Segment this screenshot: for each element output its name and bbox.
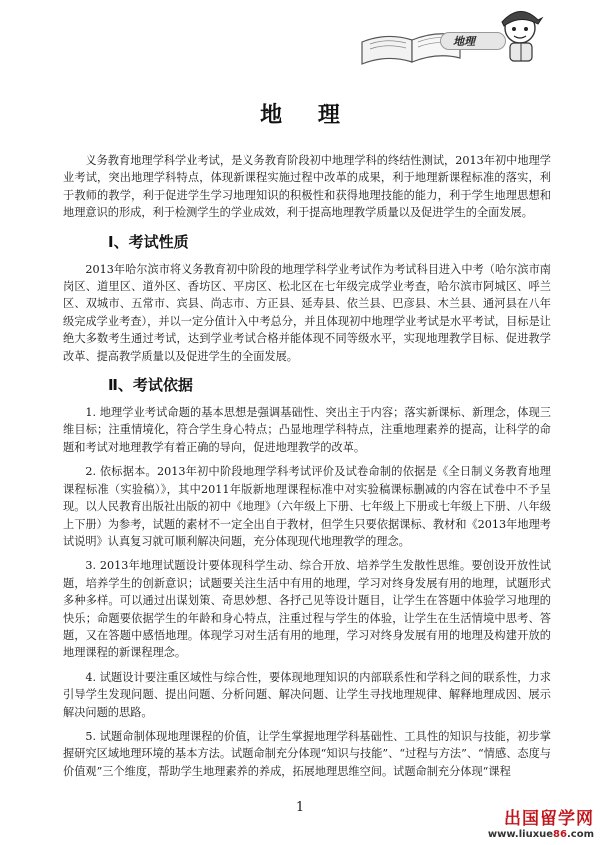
site-watermark: [488, 810, 594, 840]
section-paragraph: 3. 2013年地理试题设计要体现科学生动、综合开放、培养学生发散性思维。要创设开放性试题，培养学生的创新意识；试题要关注生活中有用的地理，学习对终身发展有用的地理，试题形式多种多样。可以通过出谋划策、奇思妙想、各抒己见等设计题目，让学生在答题中体验学习地理的快乐；命题要依据学生的年龄和身心特点，注重过程与学生的体验，让学生在生活情境中思考、答题，又在答题中感悟地理。体现学习对生活有用的地理，学习对终身发展有用的地理及构建开放的地理课程的新课程理念。: [63, 559, 551, 660]
section-paragraph: 5. 试题命制体现地理课程的价值，让学生掌握地理学科基础性、工具性的知识与技能，初步掌握研究区域地理环境的基本方法。试题命制充分体现“知识与技能”、“过程与方法”、“情感、态度与价值观”三个维度，帮助学生地理素养的养成，拓展地理思维空间。试题命制充分体现“课程: [63, 729, 551, 778]
section-heading-nature: Ⅰ、考试性质: [108, 232, 189, 251]
page-title: 地 理: [260, 103, 354, 128]
watermark-url: [488, 829, 594, 840]
watermark-url-highlight: 86: [553, 828, 567, 840]
watermark-name: 出国留学网: [504, 809, 594, 829]
section-heading-basis: Ⅱ、考试依据: [108, 376, 193, 395]
cartoon-student-icon: [502, 11, 542, 61]
section-paragraph: 2013年哈尔滨市将义务教育初中阶段的地理学科学业考试作为考试科目进入中考（哈尔滨市南岗区、道里区、道外区、香坊区、平房区、松北区在七年级完成学业考查，哈尔滨市阿城区、呼兰区、双城市、五常市、宾县、尚志市、方正县、延寿县、依兰县、巴彦县、木兰县、通河县在八年级完成学业考查），并以一定分值计入中考总分，并且体现初中地理学业考试是水平考试，目标是让绝大多数考生通过考试，达到学业考试合格并能体现不同等级水平，实现地理教学目标、促进教学改革、提高教学质量以及促进学生的全面发展。: [63, 262, 551, 363]
document-body: [63, 152, 551, 787]
section-paragraph: 1. 地理学业考试命题的基本思想是强调基础性、突出主于内容；落实新课标、新理念，体现三维目标；注重情境化，符合学生身心特点；凸显地理学科特点，注重地理素养的提高，让科学的命题和考试对地理教学有着正确的导向，促进地理教学的改革。: [63, 406, 551, 454]
section-paragraph: 4. 试题设计要注重区域性与综合性，要体现地理知识的内部联系性和学科之间的联系性，力求引导学生发现问题、提出问题、分析问题、解决问题、让学生寻找地理规律、解释地理成因、展示解决问题的思路。: [63, 670, 551, 719]
watermark-url-prefix: www.liuxue: [487, 828, 554, 840]
section-paragraph: 2. 依标据本。2013年初中阶段地理学科考试评价及试卷命制的依据是《全日制义务教育地理课程标准（实验稿）》，其中2011年版新地理课程标准中对实验稿课标删减的内容在试卷中不予呈现。以人民教育出版社出版的初中《地理》（六年级上下册、七年级上下册或七年级上下册、八年级上下册）为参考，试题的素材不一定全出自于教材，但学生只要依据课标、教材和《2013年地理考试说明》认真复习就可顺利解决问题，充分体现现代地理教学的理念。: [63, 465, 551, 548]
watermark-url-suffix: .com: [566, 828, 594, 840]
intro-paragraph: 义务教育地理学科学业考试，是义务教育阶段初中地理学科的终结性测试，2013年初中地理学业考试，突出地理学科特点，体现新课程实施过程中改革的成果，利于地理新课程标准的落实，利于教师的教学，利于促进学生学习地理知识的积极性和获得地理技能的能力，利于学生地理思想和地理意识的形成，利于检测学生的学业成效，利于提高地理教学质量以及促进学生的全面发展。: [63, 154, 551, 220]
page-number: 1: [295, 800, 305, 815]
subject-tab: 地理: [440, 32, 506, 50]
